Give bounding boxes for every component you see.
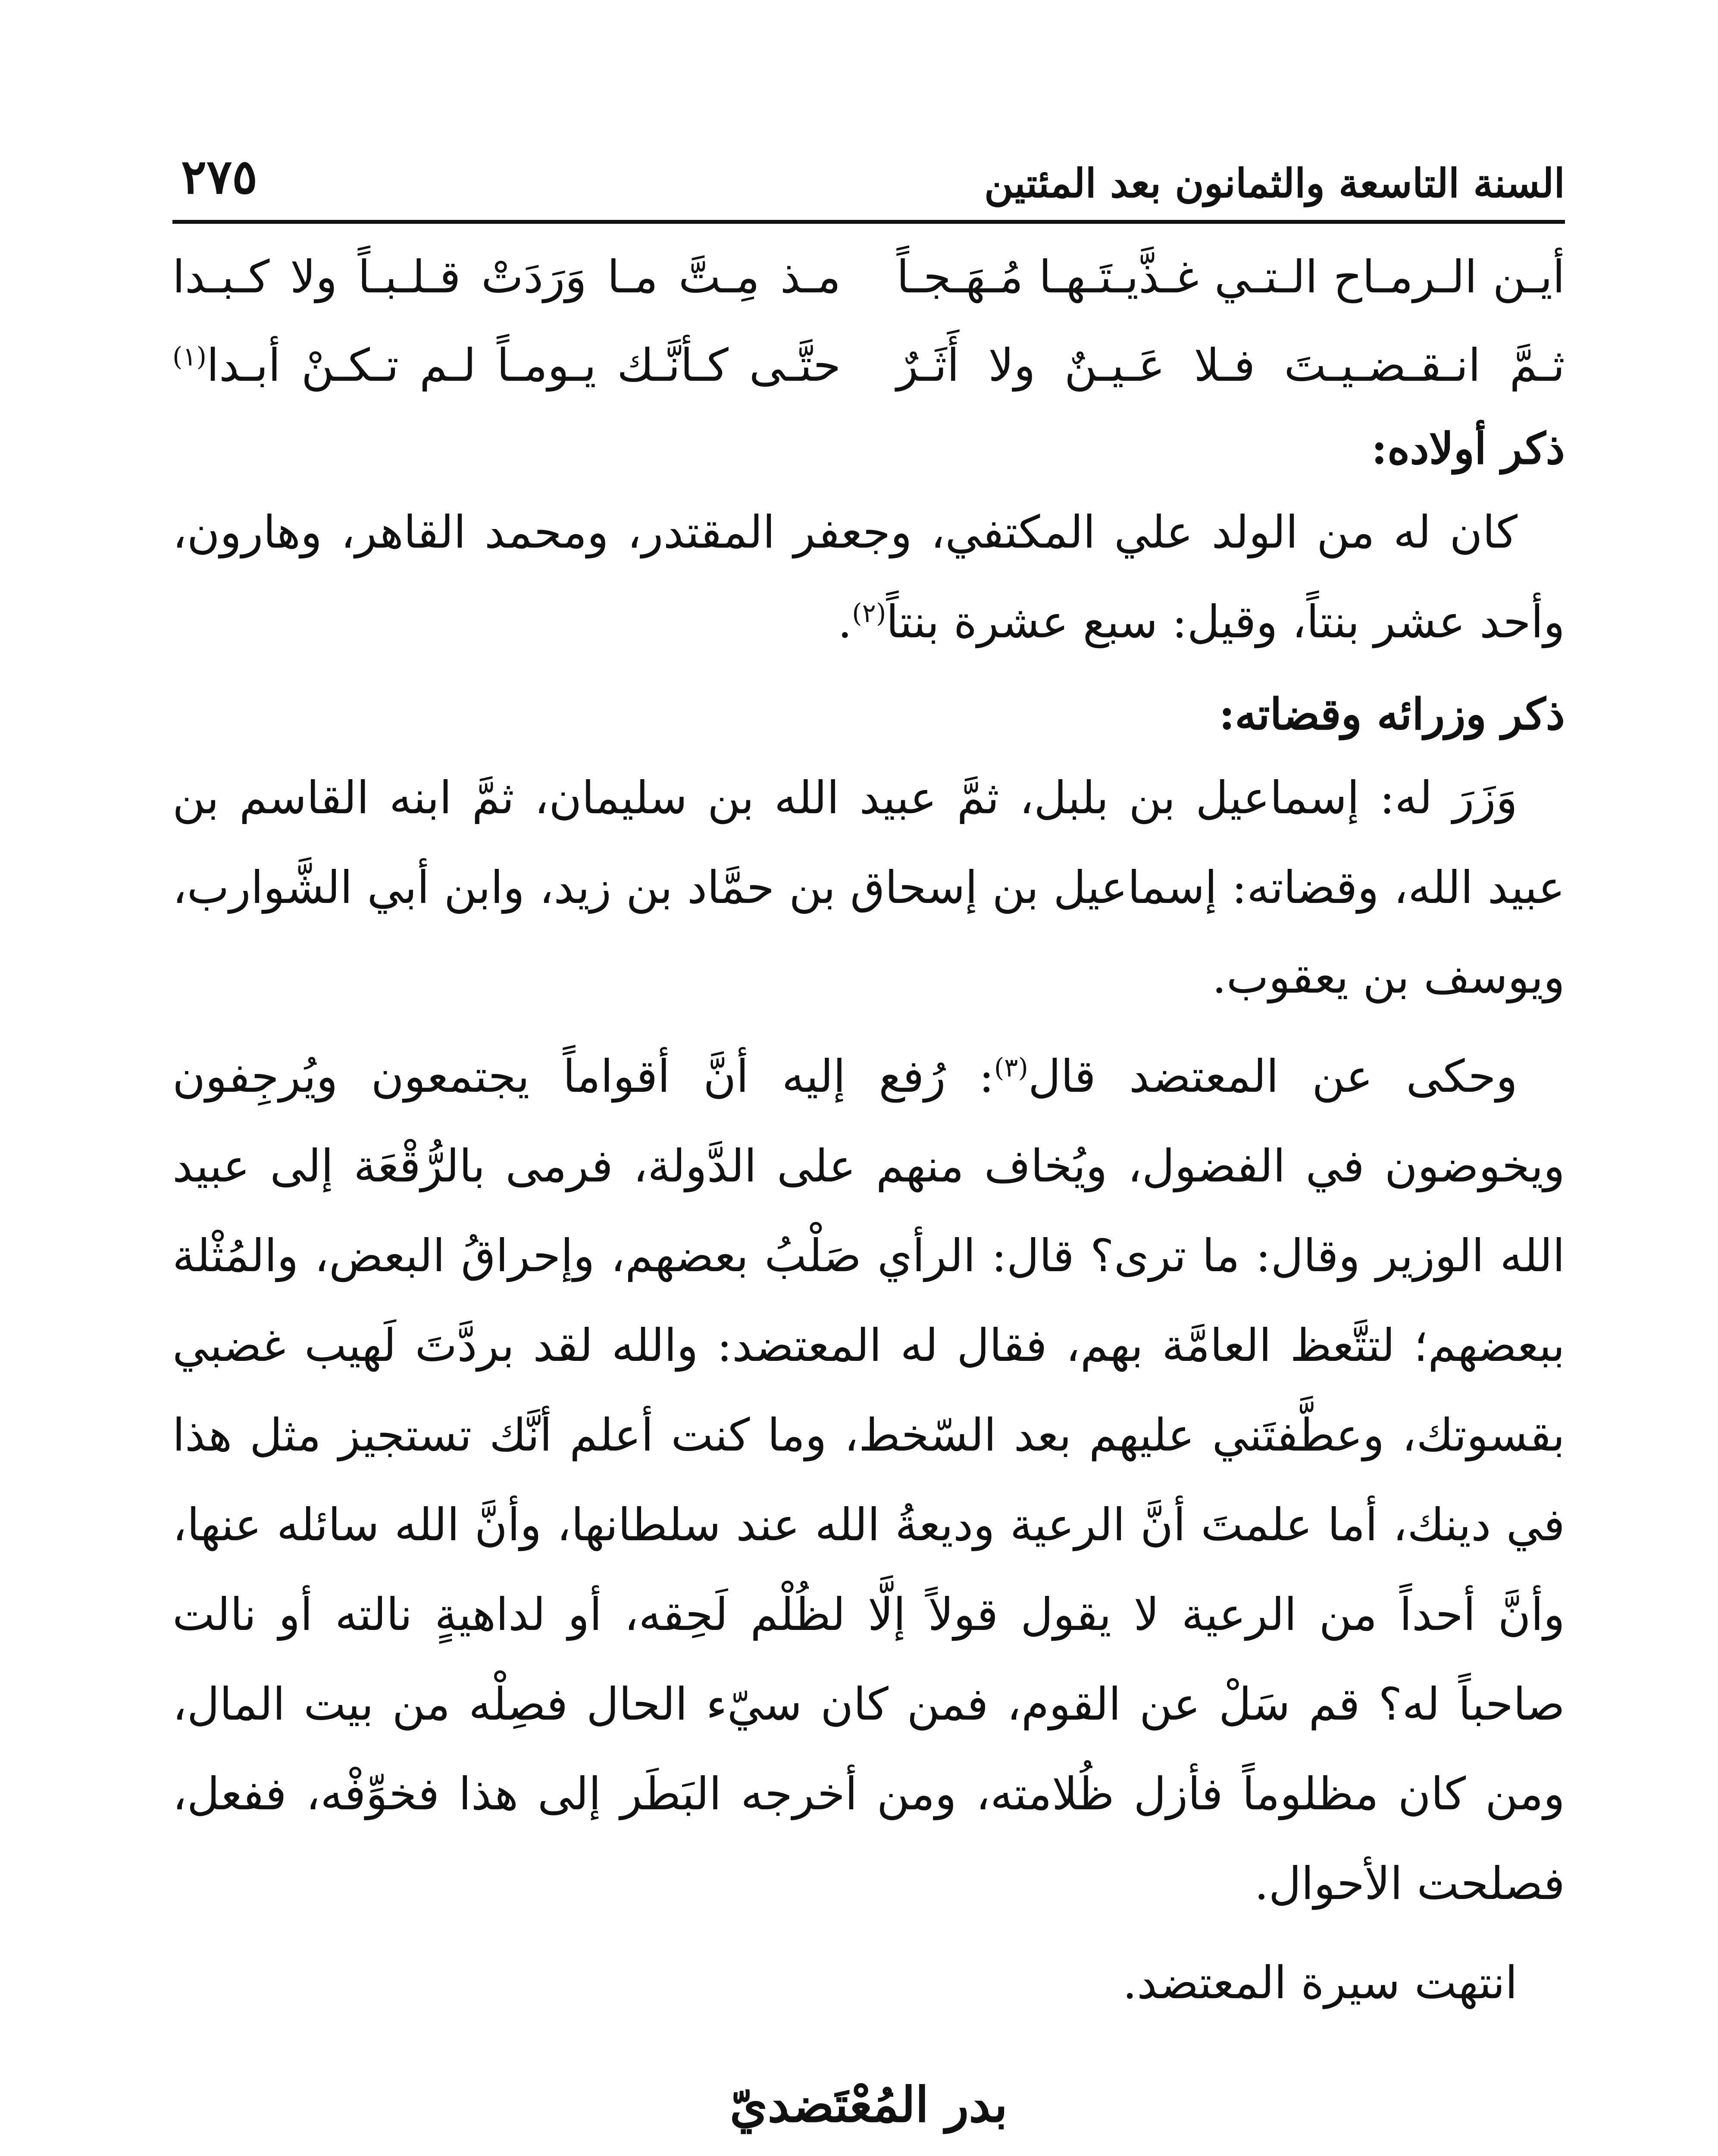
section-heading-children: ذكر أولاده: [1371, 423, 1565, 474]
running-header [172, 142, 1565, 224]
header-title: السنة التاسعة والثمانون بعد المئتين [984, 160, 1565, 207]
verse-line [172, 321, 1565, 410]
paragraph-text: كان له من الولد علي المكتفي، وجعفر المقتدر، ومحمد القاهر، وهارون، وأحد عشر بنتاً، وقيل: سبع عشرة بنتاً [172, 506, 1565, 648]
footnote-marker[interactable]: (١) [172, 342, 207, 372]
poem-verses [172, 233, 1565, 410]
anecdote-paragraph [172, 1031, 1565, 1928]
header-divider [172, 220, 1565, 224]
verse-text: حتَّـى كـأنَّـك يـومـاً لـم تـكـنْ أبـدا [207, 339, 841, 392]
ministers-paragraph: وَزَرَ له: إسماعيل بن بلبل، ثمَّ عبيد الله بن سليمان، ثمَّ ابنه القاسم بن عبيد الله، وقضاته: إسماعيل بن إسحاق بن حمَّاد بن زيد، وابن أبي الشَّوارب، ويوسف بن يعقوب. [172, 771, 1565, 1003]
footnote-marker[interactable]: (٣) [994, 1053, 1028, 1083]
book-page [172, 142, 1565, 2156]
section-heading-ministers: ذكر وزرائه وقضاته: [1219, 689, 1565, 740]
paragraph-text: وحكى عن المعتضد قال [1028, 1050, 1518, 1103]
paragraph-end: . [838, 595, 852, 648]
closing-paragraph: انتهت سيرة المعتضد. [1123, 1956, 1518, 2009]
footnote-marker[interactable]: (٢) [852, 598, 886, 629]
verse-first-hemistich: أيـن الـرمـاح الـتـي غـذَّيـتَـهـا مُـهَـجـاً [896, 251, 1565, 303]
verse-second-hemistich [172, 321, 841, 410]
verse-line [172, 233, 1565, 321]
verse-second-hemistich: مـذ مِـتَّ مـا وَرَدَتْ قـلـبـاً ولا كـبـدا [172, 251, 841, 303]
biography-paragraph [172, 2153, 1565, 2156]
children-paragraph [172, 487, 1565, 667]
page-number: ٢٧٥ [181, 149, 258, 204]
biography-title: بدر المُعْتَضديّ [729, 2077, 1008, 2133]
paragraph-text: : رُفع إليه أنَّ أقواماً يجتمعون ويُرجِفون ويخوضون في الفضول، ويُخاف منهم على الدَّولة، فرمى بالرُّقْعَة إلى عبيد الله الوزير وقال: ما ترى؟ قال: الرأي صَلْبُ بعضهم، وإحراقُ البعض، والمُثْلة ببعضهم؛ لتتَّعظ العامَّة بهم، فقال له المعتضد: والله لقد بردَّتَ لَهيب غضبي بقسوتك، وعطَّفتَني عليهم بعد السّخط، وما كنت أعلم أنَّك تستجيز مثل هذا في دينك، أما علمتَ أنَّ الرعية وديعةُ الله عند سلطانها، وأنَّ الله سائله عنها، وأنَّ أحداً من الرعية لا يقول قولاً إلَّا لظُلْم لَحِقه، أو لداهيةٍ نالته أو نالت صاحباً له؟ قم سَلْ عن القوم، فمن كان سيّء الحال فصِلْه من بيت المال، ومن كان مظلوماً فأزل ظُلامته، ومن أخرجه البَطَر إلى هذا فخوِّفْه، ففعل، فصلحت الأحوال. [172, 1050, 1565, 1910]
verse-first-hemistich: ثـمَّ انـقـضـيـتَ فـلا عَـيـنٌ ولا أَثَـرٌ [896, 339, 1565, 392]
